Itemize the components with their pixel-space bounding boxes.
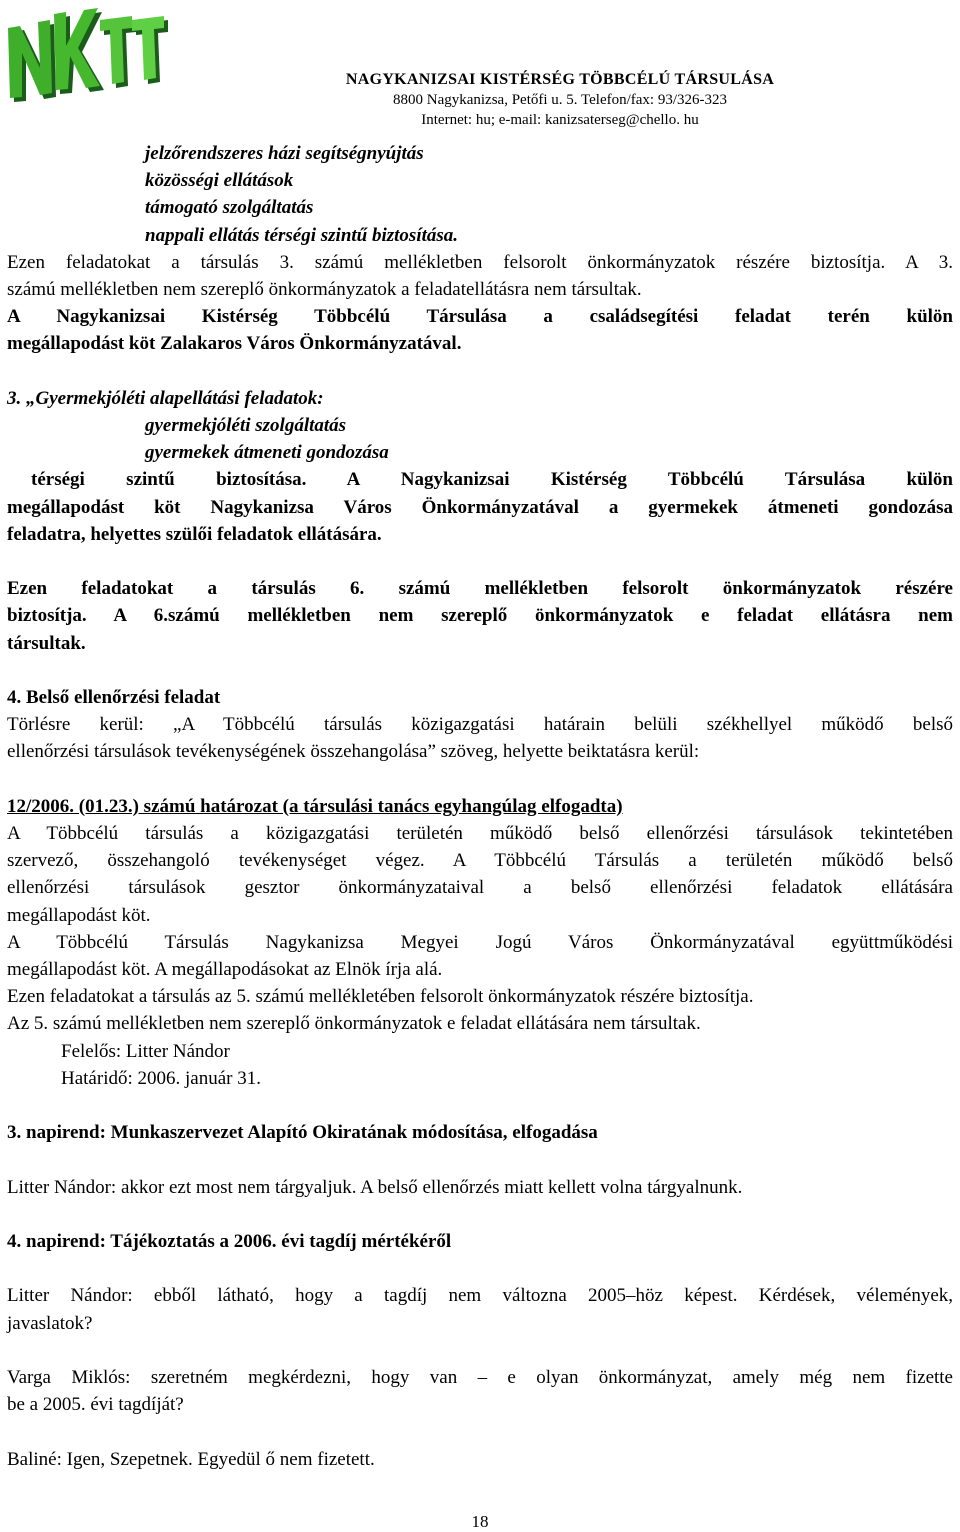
- org-address: 8800 Nagykanizsa, Petőfi u. 5. Telefon/fax: 93/326-323: [392, 92, 728, 108]
- text-line: feladatra, helyettes szülői feladatok ellátására.: [7, 523, 382, 545]
- text-line: biztosítja. A 6.számú mellékletben nem szereplő önkormányzatok e feladat ellátásra nem: [7, 605, 953, 627]
- text-line: Az 5. számú mellékletben nem szereplő önkormányzatok e feladat ellátására nem társultak.: [7, 1013, 701, 1035]
- text-line: megállapodást köt Nagykanizsa Város Önkormányzatával a gyermekek átmeneti gondozása: [7, 496, 953, 518]
- letterhead: [300, 70, 820, 130]
- org-name: NAGYKANIZSAI KISTÉRSÉG TÖBBCÉLÚ TÁRSULÁSA: [345, 71, 775, 88]
- deadline-line: Határidő: 2006. január 31.: [61, 1067, 261, 1089]
- responsible-line: Felelős: Litter Nándor: [61, 1040, 230, 1062]
- text-line: megállapodást köt.: [7, 904, 151, 926]
- text-line: ellenőrzési társulások gesztor önkormányzataival a belső ellenőrzési feladatok ellátására: [7, 877, 953, 899]
- page-number: 18: [471, 1512, 489, 1531]
- text-line: A Többcélú Társulás Nagykanizsa Megyei Jogú Város Önkormányzatával együttműködési: [7, 931, 953, 953]
- section-heading: 4. Belső ellenőrzési feladat: [7, 687, 221, 709]
- text-line: be a 2005. évi tagdíját?: [7, 1394, 184, 1416]
- text-line: Litter Nándor: ebből látható, hogy a tagdíj nem változna 2005–höz képest. Kérdések, vélemények,: [7, 1285, 953, 1307]
- text-line: A Többcélú társulás a közigazgatási területén működő belső ellenőrzési társulások tekintetében: [7, 823, 953, 845]
- service-item: gyermekek átmeneti gondozása: [145, 442, 389, 464]
- text-line: megállapodást köt Zalakaros Város Önkormányzatával.: [7, 333, 462, 355]
- text-line: Törlésre kerül: „A Többcélú társulás közigazgatási határain belüli székhellyel működő belső: [7, 714, 953, 736]
- service-item: gyermekjóléti szolgáltatás: [145, 415, 347, 437]
- text-line: társultak.: [7, 632, 86, 654]
- text-line: ellenőrzési társulások tevékenységének összehangolása” szöveg, helyette beiktatásra kerül:: [7, 741, 700, 763]
- text-line: Baliné: Igen, Szepetnek. Egyedül ő nem fizetett.: [7, 1448, 375, 1470]
- text-line: Litter Nándor: akkor ezt most nem tárgyaljuk. A belső ellenőrzés miatt kellett volna tárgyalnunk.: [7, 1176, 743, 1198]
- nktt-logo: [4, 2, 172, 112]
- text-line: térségi szintű biztosítása. A Nagykanizsai Kistérség Többcélú Társulása külön: [31, 469, 953, 491]
- org-contact: Internet: hu; e-mail: kanizsaterseg@chello. hu: [421, 112, 699, 128]
- text-line: számú mellékletben nem szereplő önkormányzatok a feladatellátásra nem társultak.: [7, 279, 642, 301]
- document-body: [7, 140, 953, 1473]
- text-line: megállapodást köt. A megállapodásokat az Elnök írja alá.: [7, 959, 443, 981]
- text-line: Ezen feladatokat a társulás 3. számú mellékletben felsorolt önkormányzatok részére biztosítja. A 3.: [7, 251, 953, 273]
- service-item: nappali ellátás térségi szintű biztosítása.: [145, 224, 459, 246]
- service-item: közösségi ellátások: [145, 170, 294, 192]
- text-line: Ezen feladatokat a társulás 6. számú mellékletben felsorolt önkormányzatok részére: [7, 578, 953, 600]
- text-line: szervező, összehangoló tevékenységet végez. A Többcélú Társulás a területén működő belső: [7, 850, 953, 872]
- agenda-heading: 3. napirend: Munkaszervezet Alapító Okiratának módosítása, elfogadása: [7, 1122, 598, 1144]
- service-item: jelzőrendszeres házi segítségnyújtás: [145, 143, 424, 164]
- section-heading: 3. „Gyermekjóléti alapellátási feladatok:: [7, 387, 324, 409]
- text-line: javaslatok?: [7, 1312, 93, 1334]
- text-line: Varga Miklós: szeretném megkérdezni, hogy van – e olyan önkormányzat, amely még nem fizette: [7, 1367, 953, 1388]
- resolution-title: 12/2006. (01.23.) számú határozat (a társulási tanács egyhangúlag elfogadta): [7, 795, 623, 817]
- service-item: támogató szolgáltatás: [145, 197, 314, 219]
- agenda-heading: 4. napirend: Tájékoztatás a 2006. évi tagdíj mértékéről: [7, 1231, 452, 1253]
- text-line: A Nagykanizsai Kistérség Többcélú Társulása a családsegítési feladat terén külön: [7, 306, 953, 328]
- text-line: Ezen feladatokat a társulás az 5. számú mellékletében felsorolt önkormányzatok részére biztosítja.: [7, 986, 754, 1008]
